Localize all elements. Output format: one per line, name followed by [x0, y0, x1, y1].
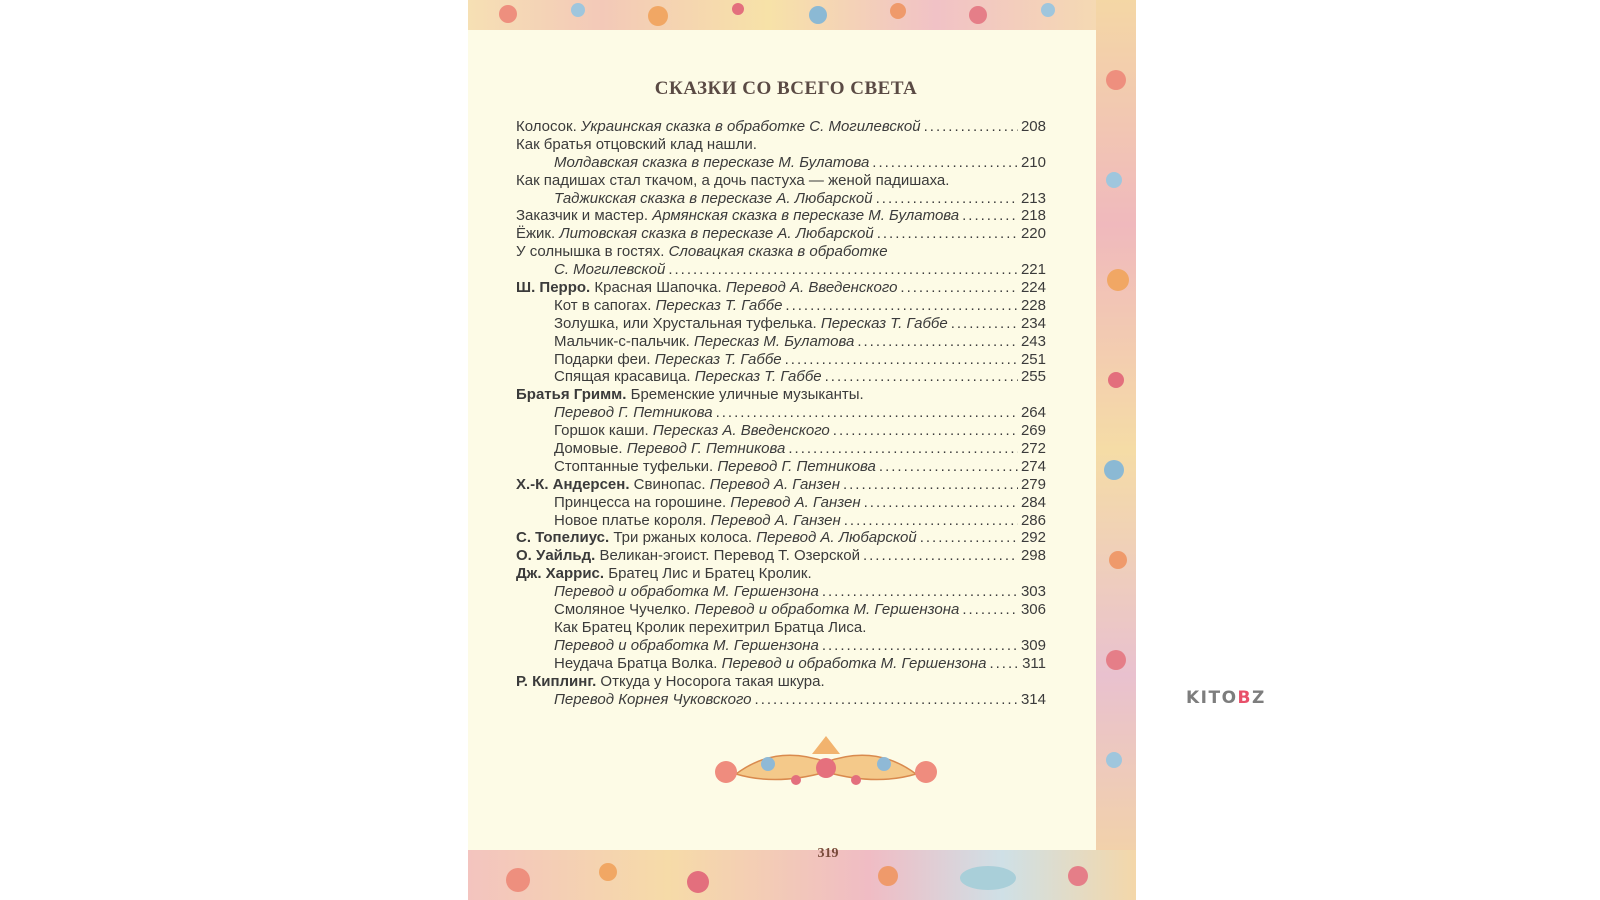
- toc-entry-text: [554, 691, 752, 709]
- toc-page-number: 213: [1020, 189, 1046, 207]
- floral-border-right: [1096, 0, 1136, 900]
- toc-title: Свинопас.: [633, 475, 710, 493]
- toc-entry-text: [516, 386, 864, 404]
- watermark-mid: B: [1237, 688, 1253, 708]
- toc-translator: Перевод А. Ганзен: [710, 511, 841, 529]
- toc-entry: [516, 136, 1046, 154]
- toc-page-number: 298: [1020, 547, 1046, 565]
- watermark-right: Z: [1252, 688, 1266, 708]
- toc-title: Красная Шапочка.: [594, 279, 726, 297]
- toc-entry: [516, 583, 1046, 601]
- toc-page-number: 279: [1020, 475, 1046, 493]
- toc-entry-text: [516, 243, 888, 261]
- toc-page-number: 255: [1020, 368, 1046, 386]
- toc-entry: [516, 243, 1046, 261]
- toc-page-number: 311: [1022, 654, 1046, 672]
- toc-translator: Пересказ М. Булатова: [693, 332, 855, 350]
- dot-leader: [863, 547, 1018, 565]
- toc-title: У солнышка в гостях.: [516, 243, 669, 261]
- toc-author: Р. Киплинг.: [516, 672, 601, 690]
- toc-entry-text: [554, 315, 948, 333]
- toc-entry: [516, 225, 1046, 243]
- dot-leader: [962, 601, 1018, 619]
- toc-entry-text: [554, 190, 873, 208]
- toc-entry-text: [554, 619, 866, 637]
- dot-leader: [879, 458, 1018, 476]
- toc-translator: Словацкая сказка в обработке: [668, 243, 888, 261]
- toc-entry-text: [516, 225, 874, 243]
- page-title: СКАЗКИ СО ВСЕГО СВЕТА: [654, 78, 918, 99]
- toc-translator: С. Могилевской: [554, 261, 666, 279]
- toc-author: Х.-К. Андерсен.: [516, 475, 634, 493]
- dot-leader: [788, 440, 1018, 458]
- toc-title: Кот в сапогах.: [554, 296, 656, 314]
- dot-leader: [924, 118, 1018, 136]
- floral-border-top-icon: [468, 0, 1136, 30]
- toc-translator: Перевод А. Ганзен: [730, 493, 861, 511]
- toc-entry: [516, 154, 1046, 172]
- toc-title: Великан-эгоист. Перевод Т. Озерской: [599, 547, 860, 565]
- toc-title: Как падишах стал ткачом, а дочь пастуха — женой падишаха.: [516, 171, 950, 189]
- dot-leader: [962, 207, 1018, 225]
- dot-leader: [951, 315, 1018, 333]
- toc-title: Горшок каши.: [554, 422, 653, 440]
- toc-title: Три ржаных колоса.: [613, 529, 757, 547]
- toc-title: Братец Лис и Братец Кролик.: [608, 565, 812, 583]
- toc-entry-text: [516, 207, 959, 225]
- toc-entry-text: [516, 547, 860, 565]
- dot-leader: [876, 190, 1018, 208]
- toc-translator: Перевод и обработка М. Гершензона: [554, 636, 819, 654]
- toc-translator: Пересказ Т. Габбе: [820, 314, 948, 332]
- toc-page-number: 221: [1020, 261, 1046, 279]
- dot-leader: [822, 583, 1018, 601]
- dot-leader: [833, 422, 1018, 440]
- toc-title: Золушка, или Хрустальная туфелька.: [554, 314, 821, 332]
- toc-author: О. Уайльд.: [516, 547, 600, 565]
- toc-title: Как Братец Кролик перехитрил Братца Лиса.: [554, 618, 867, 636]
- toc-title: Как братья отцовский клад нашли.: [516, 135, 757, 153]
- toc-entry: [516, 440, 1046, 458]
- dot-leader: [864, 494, 1018, 512]
- watermark-left: KITO: [1186, 688, 1238, 708]
- toc-entry-text: [554, 637, 819, 655]
- toc-author: С. Топелиус.: [516, 529, 614, 547]
- toc-title: Стоптанные туфельки.: [554, 457, 718, 475]
- toc-entry: [516, 333, 1046, 351]
- page-number: 319: [817, 846, 839, 861]
- toc-entry-text: [516, 279, 897, 297]
- toc-entry: [516, 691, 1046, 709]
- toc-author: Братья Гримм.: [516, 386, 631, 404]
- toc-translator: Армянская сказка в пересказе М. Булатова: [652, 207, 960, 225]
- toc-entry-text: [554, 333, 854, 351]
- toc-title: Ёжик.: [516, 225, 560, 243]
- toc-page-number: 210: [1020, 153, 1046, 171]
- toc-entry-text: [554, 422, 830, 440]
- toc-entry-text: [554, 601, 959, 619]
- toc-page-number: 224: [1020, 279, 1046, 297]
- toc-page-number: 218: [1020, 207, 1046, 225]
- toc-translator: Перевод Г. Петникова: [717, 457, 876, 475]
- dot-leader: [785, 351, 1018, 369]
- toc-entry: [516, 476, 1046, 494]
- toc-entry: [516, 547, 1046, 565]
- toc-page-number: 274: [1020, 457, 1046, 475]
- toc-entry: [516, 190, 1046, 208]
- toc-translator: Перевод А. Любарской: [756, 529, 917, 547]
- toc-title: Новое платье короля.: [554, 511, 711, 529]
- toc-page-number: 228: [1020, 296, 1046, 314]
- table-of-contents: [516, 118, 1046, 708]
- toc-page-number: 284: [1020, 493, 1046, 511]
- toc-title: Колосок.: [516, 118, 581, 135]
- toc-page-number: 309: [1020, 636, 1046, 654]
- toc-entry: [516, 422, 1046, 440]
- toc-title: Откуда у Носорога такая шкура.: [600, 672, 825, 690]
- toc-title: Мальчик-с-пальчик.: [554, 332, 694, 350]
- toc-translator: Пересказ Т. Габбе: [655, 296, 783, 314]
- toc-entry: [516, 637, 1046, 655]
- toc-title: Заказчик и мастер.: [516, 207, 653, 225]
- toc-entry: [516, 279, 1046, 297]
- toc-page-number: 243: [1020, 332, 1046, 350]
- toc-entry: [516, 673, 1046, 691]
- toc-entry: [516, 565, 1046, 583]
- toc-entry: [516, 655, 1046, 673]
- dot-leader: [989, 655, 1019, 673]
- toc-entry-text: [516, 529, 917, 547]
- toc-entry: [516, 619, 1046, 637]
- toc-title: Спящая красавица.: [554, 368, 695, 386]
- toc-entry: [516, 315, 1046, 333]
- toc-entry: [516, 297, 1046, 315]
- toc-translator: Пересказ Т. Габбе: [694, 368, 822, 386]
- toc-title: Неудача Братца Волка.: [554, 654, 722, 672]
- toc-entry: [516, 404, 1046, 422]
- dot-leader: [668, 261, 1018, 279]
- toc-entry-text: [554, 368, 822, 386]
- toc-translator: Украинская сказка в обработке С. Могилевской: [580, 118, 921, 135]
- toc-translator: Таджикская сказка в пересказе А. Любарской: [554, 189, 873, 207]
- toc-entry-text: [554, 351, 782, 369]
- watermark-logo: [1186, 688, 1266, 708]
- toc-entry: [516, 351, 1046, 369]
- toc-translator: Перевод Г. Петникова: [626, 440, 786, 458]
- toc-translator: Пересказ Т. Габбе: [654, 350, 782, 368]
- toc-entry: [516, 172, 1046, 190]
- toc-entry-text: [516, 118, 921, 136]
- toc-page-number: 208: [1020, 118, 1046, 135]
- toc-entry-text: [554, 297, 782, 315]
- toc-title: Подарки феи.: [554, 350, 655, 368]
- toc-entry-text: [516, 136, 757, 154]
- toc-translator: Перевод и обработка М. Гершензона: [554, 583, 819, 601]
- toc-entry: [516, 458, 1046, 476]
- toc-entry-text: [554, 583, 819, 601]
- dot-leader: [900, 279, 1018, 297]
- toc-author: Дж. Харрис.: [516, 565, 609, 583]
- dot-leader: [785, 297, 1018, 315]
- toc-title: Бременские уличные музыканты.: [630, 386, 864, 404]
- toc-entry-text: [516, 476, 840, 494]
- dot-leader: [920, 529, 1018, 547]
- toc-entry-text: [554, 655, 986, 673]
- book-page: [468, 0, 1136, 900]
- toc-page-number: 286: [1020, 511, 1046, 529]
- toc-translator: Перевод Корнея Чуковского: [554, 690, 752, 708]
- dot-leader: [872, 154, 1018, 172]
- toc-page-number: 220: [1020, 225, 1046, 243]
- toc-translator: Литовская сказка в пересказе А. Любарской: [559, 225, 874, 243]
- toc-page-number: 292: [1020, 529, 1046, 547]
- toc-page-number: 272: [1020, 440, 1046, 458]
- toc-title: Смоляное Чучелко.: [554, 601, 695, 619]
- toc-title: Принцесса на горошине.: [554, 493, 731, 511]
- toc-entry-text: [516, 565, 812, 583]
- toc-entry: [516, 529, 1046, 547]
- toc-translator: Перевод А. Ганзен: [709, 475, 840, 493]
- toc-entry: [516, 207, 1046, 225]
- toc-entry-text: [516, 172, 949, 190]
- toc-title: Домовые.: [554, 440, 627, 458]
- dot-leader: [844, 512, 1018, 530]
- dot-leader: [857, 333, 1018, 351]
- toc-page-number: 264: [1020, 404, 1046, 422]
- toc-entry-text: [554, 261, 665, 279]
- toc-translator: Перевод и обработка М. Гершензона: [694, 601, 960, 619]
- toc-entry: [516, 601, 1046, 619]
- dot-leader: [877, 225, 1018, 243]
- toc-page-number: 314: [1020, 690, 1046, 708]
- toc-entry-text: [554, 458, 876, 476]
- dot-leader: [825, 368, 1018, 386]
- toc-entry-text: [554, 154, 869, 172]
- toc-entry: [516, 512, 1046, 530]
- toc-page-number: 269: [1020, 422, 1046, 440]
- floral-border-top: [468, 0, 1136, 30]
- toc-entry-text: [516, 673, 825, 691]
- dot-leader: [716, 404, 1018, 422]
- dot-leader: [822, 637, 1018, 655]
- toc-entry: [516, 494, 1046, 512]
- toc-entry: [516, 386, 1046, 404]
- toc-author: Ш. Перро.: [516, 279, 595, 297]
- dot-leader: [755, 691, 1018, 709]
- toc-entry: [516, 261, 1046, 279]
- toc-entry: [516, 118, 1046, 136]
- toc-entry: [516, 368, 1046, 386]
- dot-leader: [843, 476, 1018, 494]
- toc-translator: Перевод А. Введенского: [725, 279, 898, 297]
- floral-border-bottom: [468, 850, 1136, 900]
- toc-page-number: 306: [1020, 601, 1046, 619]
- toc-translator: Молдавская сказка в пересказе М. Булатова: [554, 153, 870, 171]
- toc-entry-text: [554, 494, 861, 512]
- floral-ornament-icon: [706, 734, 946, 796]
- toc-entry-text: [554, 440, 785, 458]
- floral-border-bottom-icon: [468, 850, 1136, 900]
- toc-translator: Пересказ А. Введенского: [652, 422, 830, 440]
- toc-page-number: 234: [1020, 314, 1046, 332]
- toc-entry-text: [554, 512, 841, 530]
- floral-border-right-icon: [1096, 0, 1136, 900]
- toc-entry-text: [554, 404, 713, 422]
- toc-translator: Перевод и обработка М. Гершензона: [721, 654, 987, 672]
- toc-translator: Перевод Г. Петникова: [554, 404, 713, 422]
- toc-page-number: 303: [1020, 583, 1046, 601]
- toc-page-number: 251: [1020, 350, 1046, 368]
